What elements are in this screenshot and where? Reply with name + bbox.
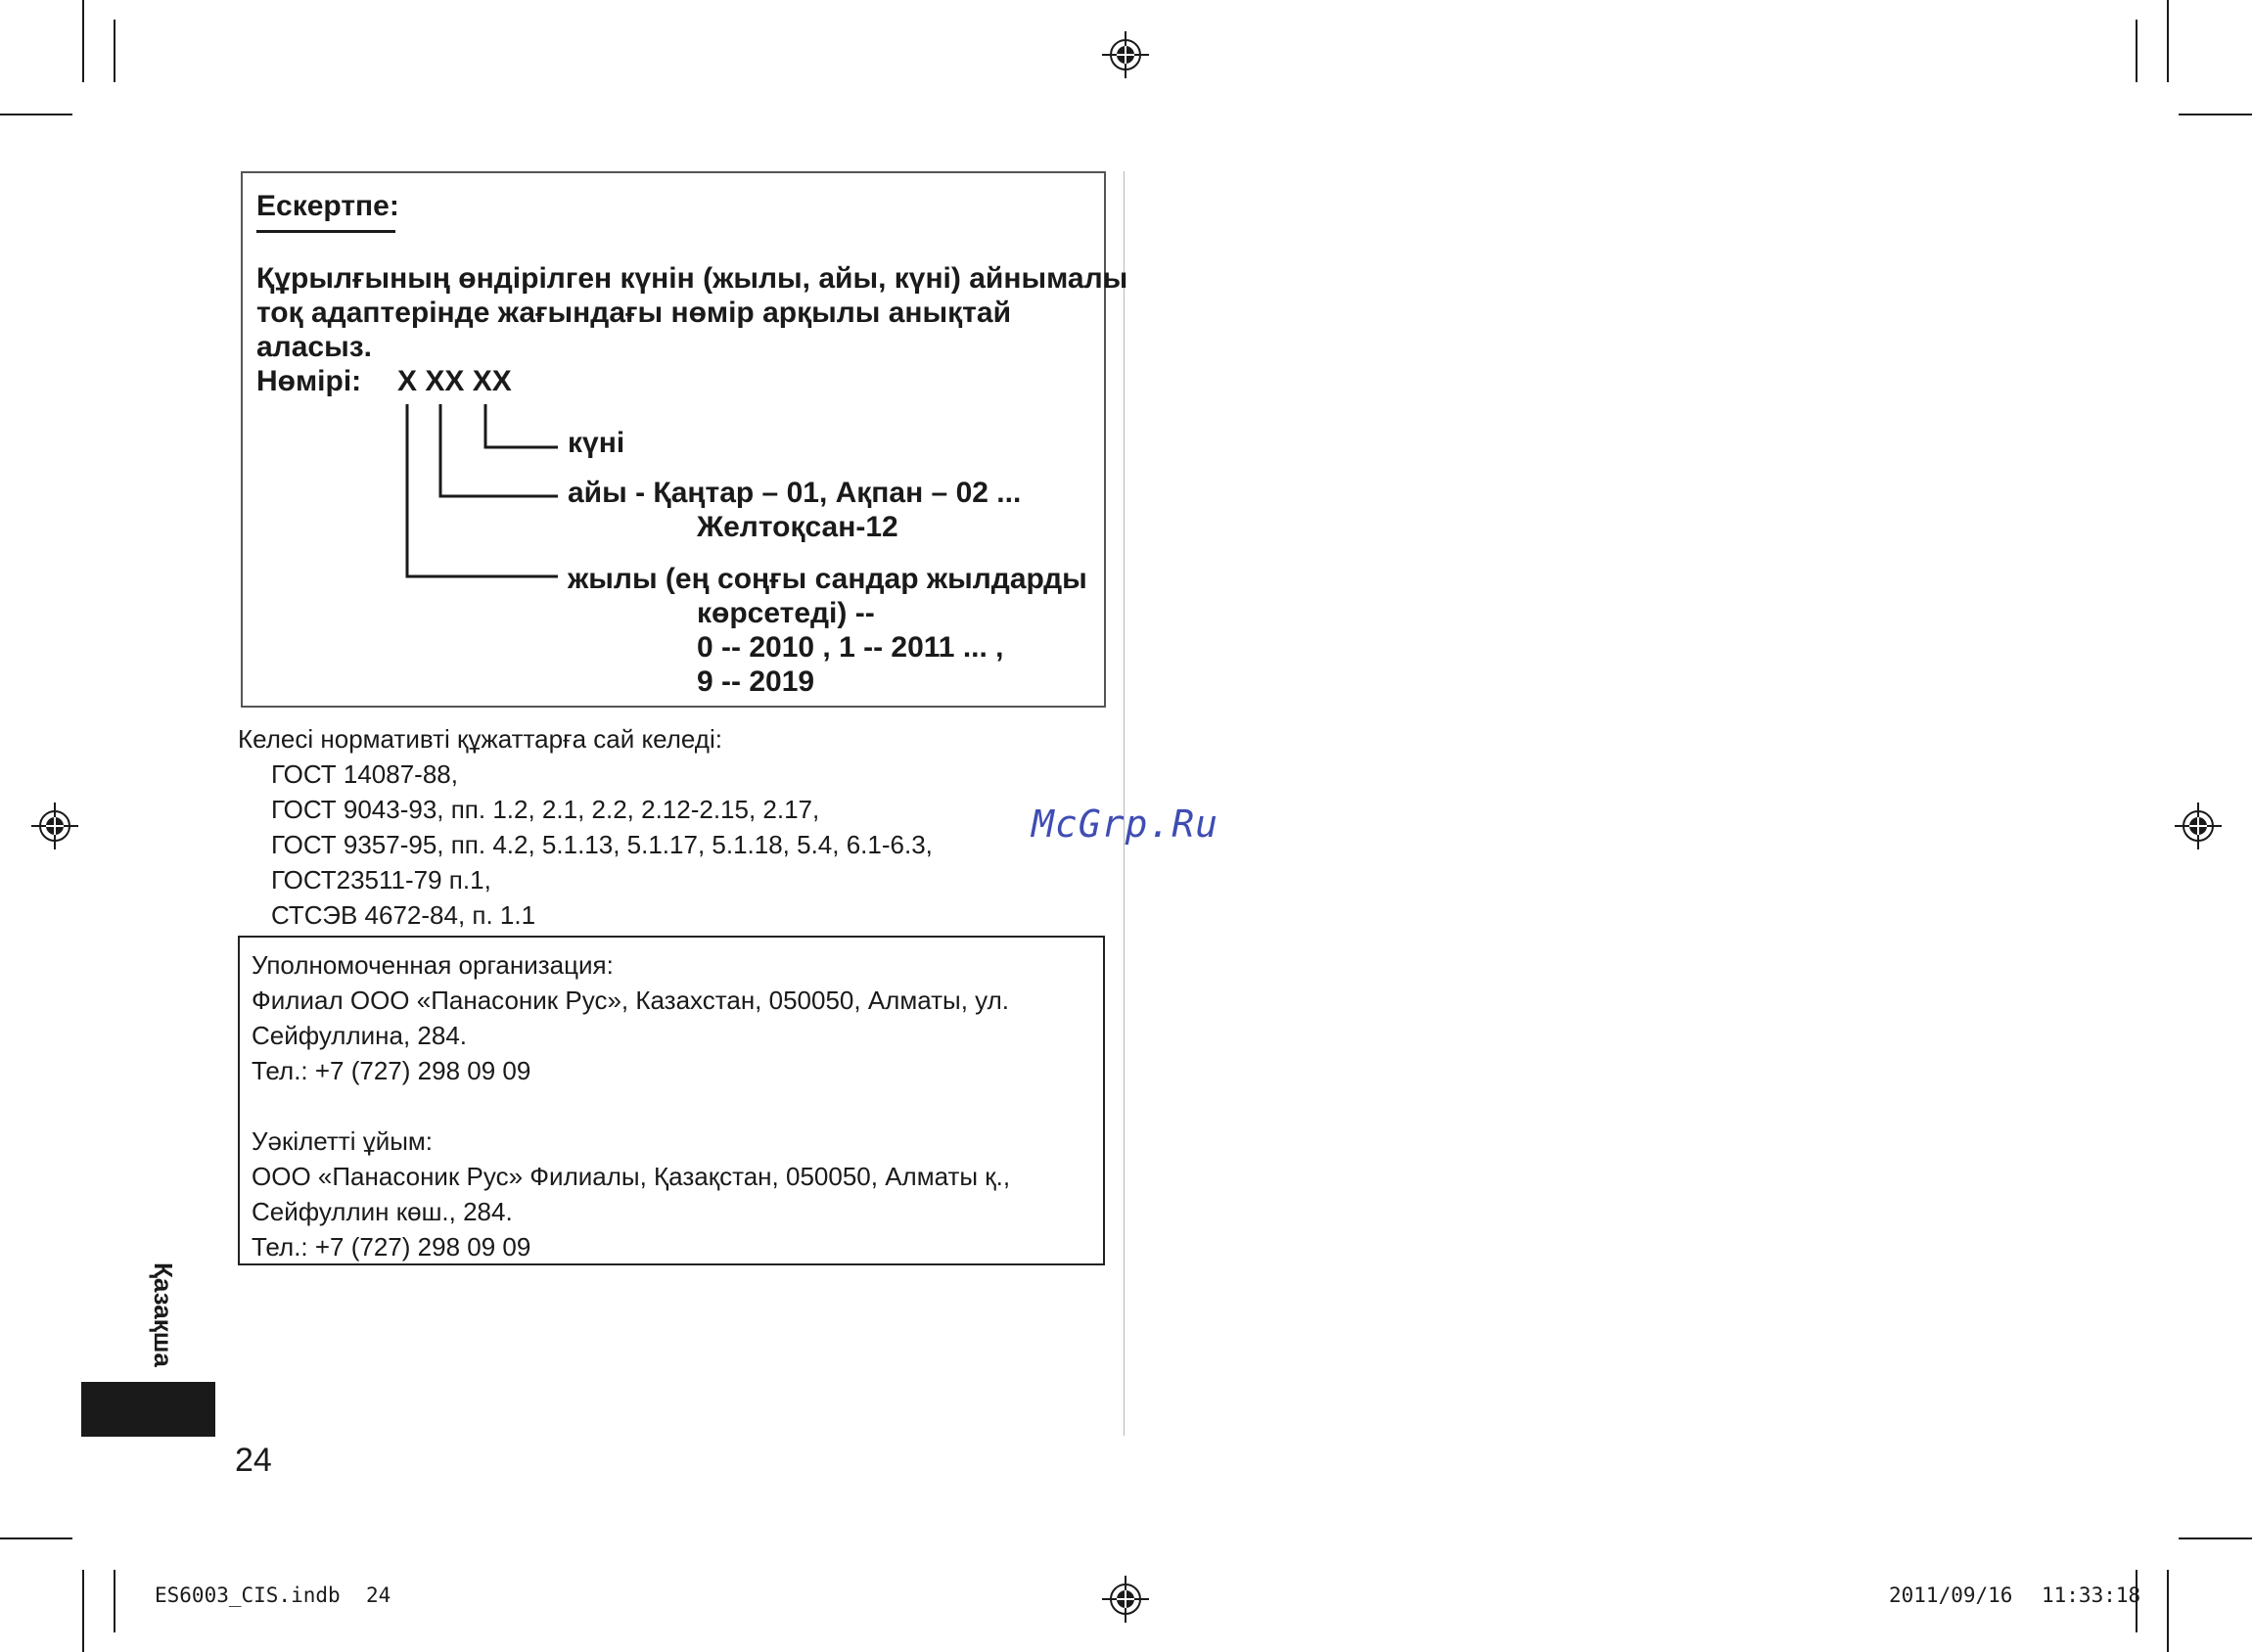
page-number: 24	[235, 1442, 272, 1479]
crop-mark	[0, 1537, 72, 1539]
ru-org-heading: Уполномоченная организация:	[252, 950, 614, 980]
footer-date: 2011/09/16	[1889, 1583, 2013, 1607]
year-label: жылы (ең соңғы сандар жылдарды	[568, 563, 1087, 595]
year-example: 0 -- 2010 , 1 -- 2011 ... ,	[697, 631, 1004, 664]
ru-org-address: Сейфуллина, 284.	[252, 1021, 468, 1050]
standard-item: СТСЭВ 4672-84, п. 1.1	[271, 900, 536, 930]
authorized-organization-box	[238, 936, 1105, 1265]
year-example: 9 -- 2019	[697, 665, 815, 698]
ru-org-address: Филиал ООО «Панасоник Рус», Казахстан, 050050, Алматы, ул.	[252, 986, 1009, 1015]
standards-heading: Келесі нормативті құжаттарға сай келеді:	[238, 724, 722, 754]
standard-item: ГОСТ 14087-88,	[271, 759, 458, 789]
number-value: X XX XX	[397, 365, 512, 397]
crop-mark	[0, 114, 72, 115]
day-label: күні	[568, 427, 625, 459]
crop-mark	[114, 1570, 115, 1632]
crop-mark	[2179, 114, 2252, 115]
language-tab-block	[81, 1382, 215, 1437]
crop-mark	[2136, 20, 2137, 82]
year-label-cont: көрсетеді) --	[697, 597, 875, 629]
month-label: айы - Қаңтар – 01, Ақпан – 02 ...	[568, 477, 1022, 509]
date-code-note-box	[241, 171, 1128, 708]
number-label: Нөмірі:	[256, 365, 362, 397]
registration-mark-icon	[1102, 31, 1149, 78]
standard-item: ГОСТ 9043-93, пп. 1.2, 2.1, 2.2, 2.12-2.15, 2.17,	[271, 795, 820, 824]
registration-mark-icon	[31, 803, 78, 849]
footer-page: 24	[366, 1583, 391, 1607]
registration-mark-icon	[2175, 803, 2222, 849]
crop-mark	[2167, 0, 2169, 82]
footer-file-name: ES6003_CIS.indb	[155, 1583, 341, 1607]
crop-mark	[82, 1570, 84, 1652]
footer-time: 11:33:18	[2042, 1583, 2141, 1607]
kz-org-address: Сейфуллин көш., 284.	[252, 1197, 513, 1226]
watermark: McGrp.Ru	[1032, 803, 1219, 846]
crop-mark	[114, 20, 115, 82]
note-heading: Ескертпе:	[256, 190, 399, 222]
registration-mark-icon	[1102, 1576, 1149, 1623]
month-label-cont: Желтоқсан-12	[697, 511, 898, 543]
crop-mark	[82, 0, 84, 82]
language-side-label: Қазақша	[149, 1262, 178, 1367]
date-code-bracket-lines	[243, 173, 1108, 710]
note-intro-line: тоқ адаптерінде жағындағы нөмір арқылы анықтай	[256, 297, 1012, 329]
kz-org-address: ООО «Панасоник Рус» Филиалы, Қазақстан, 050050, Алматы қ.,	[252, 1162, 1011, 1191]
kz-org-heading: Уәкілетті ұйым:	[252, 1126, 434, 1156]
note-intro-line: аласыз.	[256, 331, 372, 363]
ru-org-phone: Тел.: +7 (727) 298 09 09	[252, 1056, 531, 1085]
crop-mark	[2167, 1570, 2169, 1652]
standard-item: ГОСТ23511-79 п.1,	[271, 865, 491, 895]
crop-mark	[2179, 1537, 2252, 1539]
kz-org-phone: Тел.: +7 (727) 298 09 09	[252, 1232, 531, 1262]
note-intro-line: Құрылғының өндірілген күнін (жылы, айы, күні) айнымалы	[256, 262, 1128, 295]
standard-item: ГОСТ 9357-95, пп. 4.2, 5.1.13, 5.1.17, 5.1.18, 5.4, 6.1-6.3,	[271, 830, 933, 859]
